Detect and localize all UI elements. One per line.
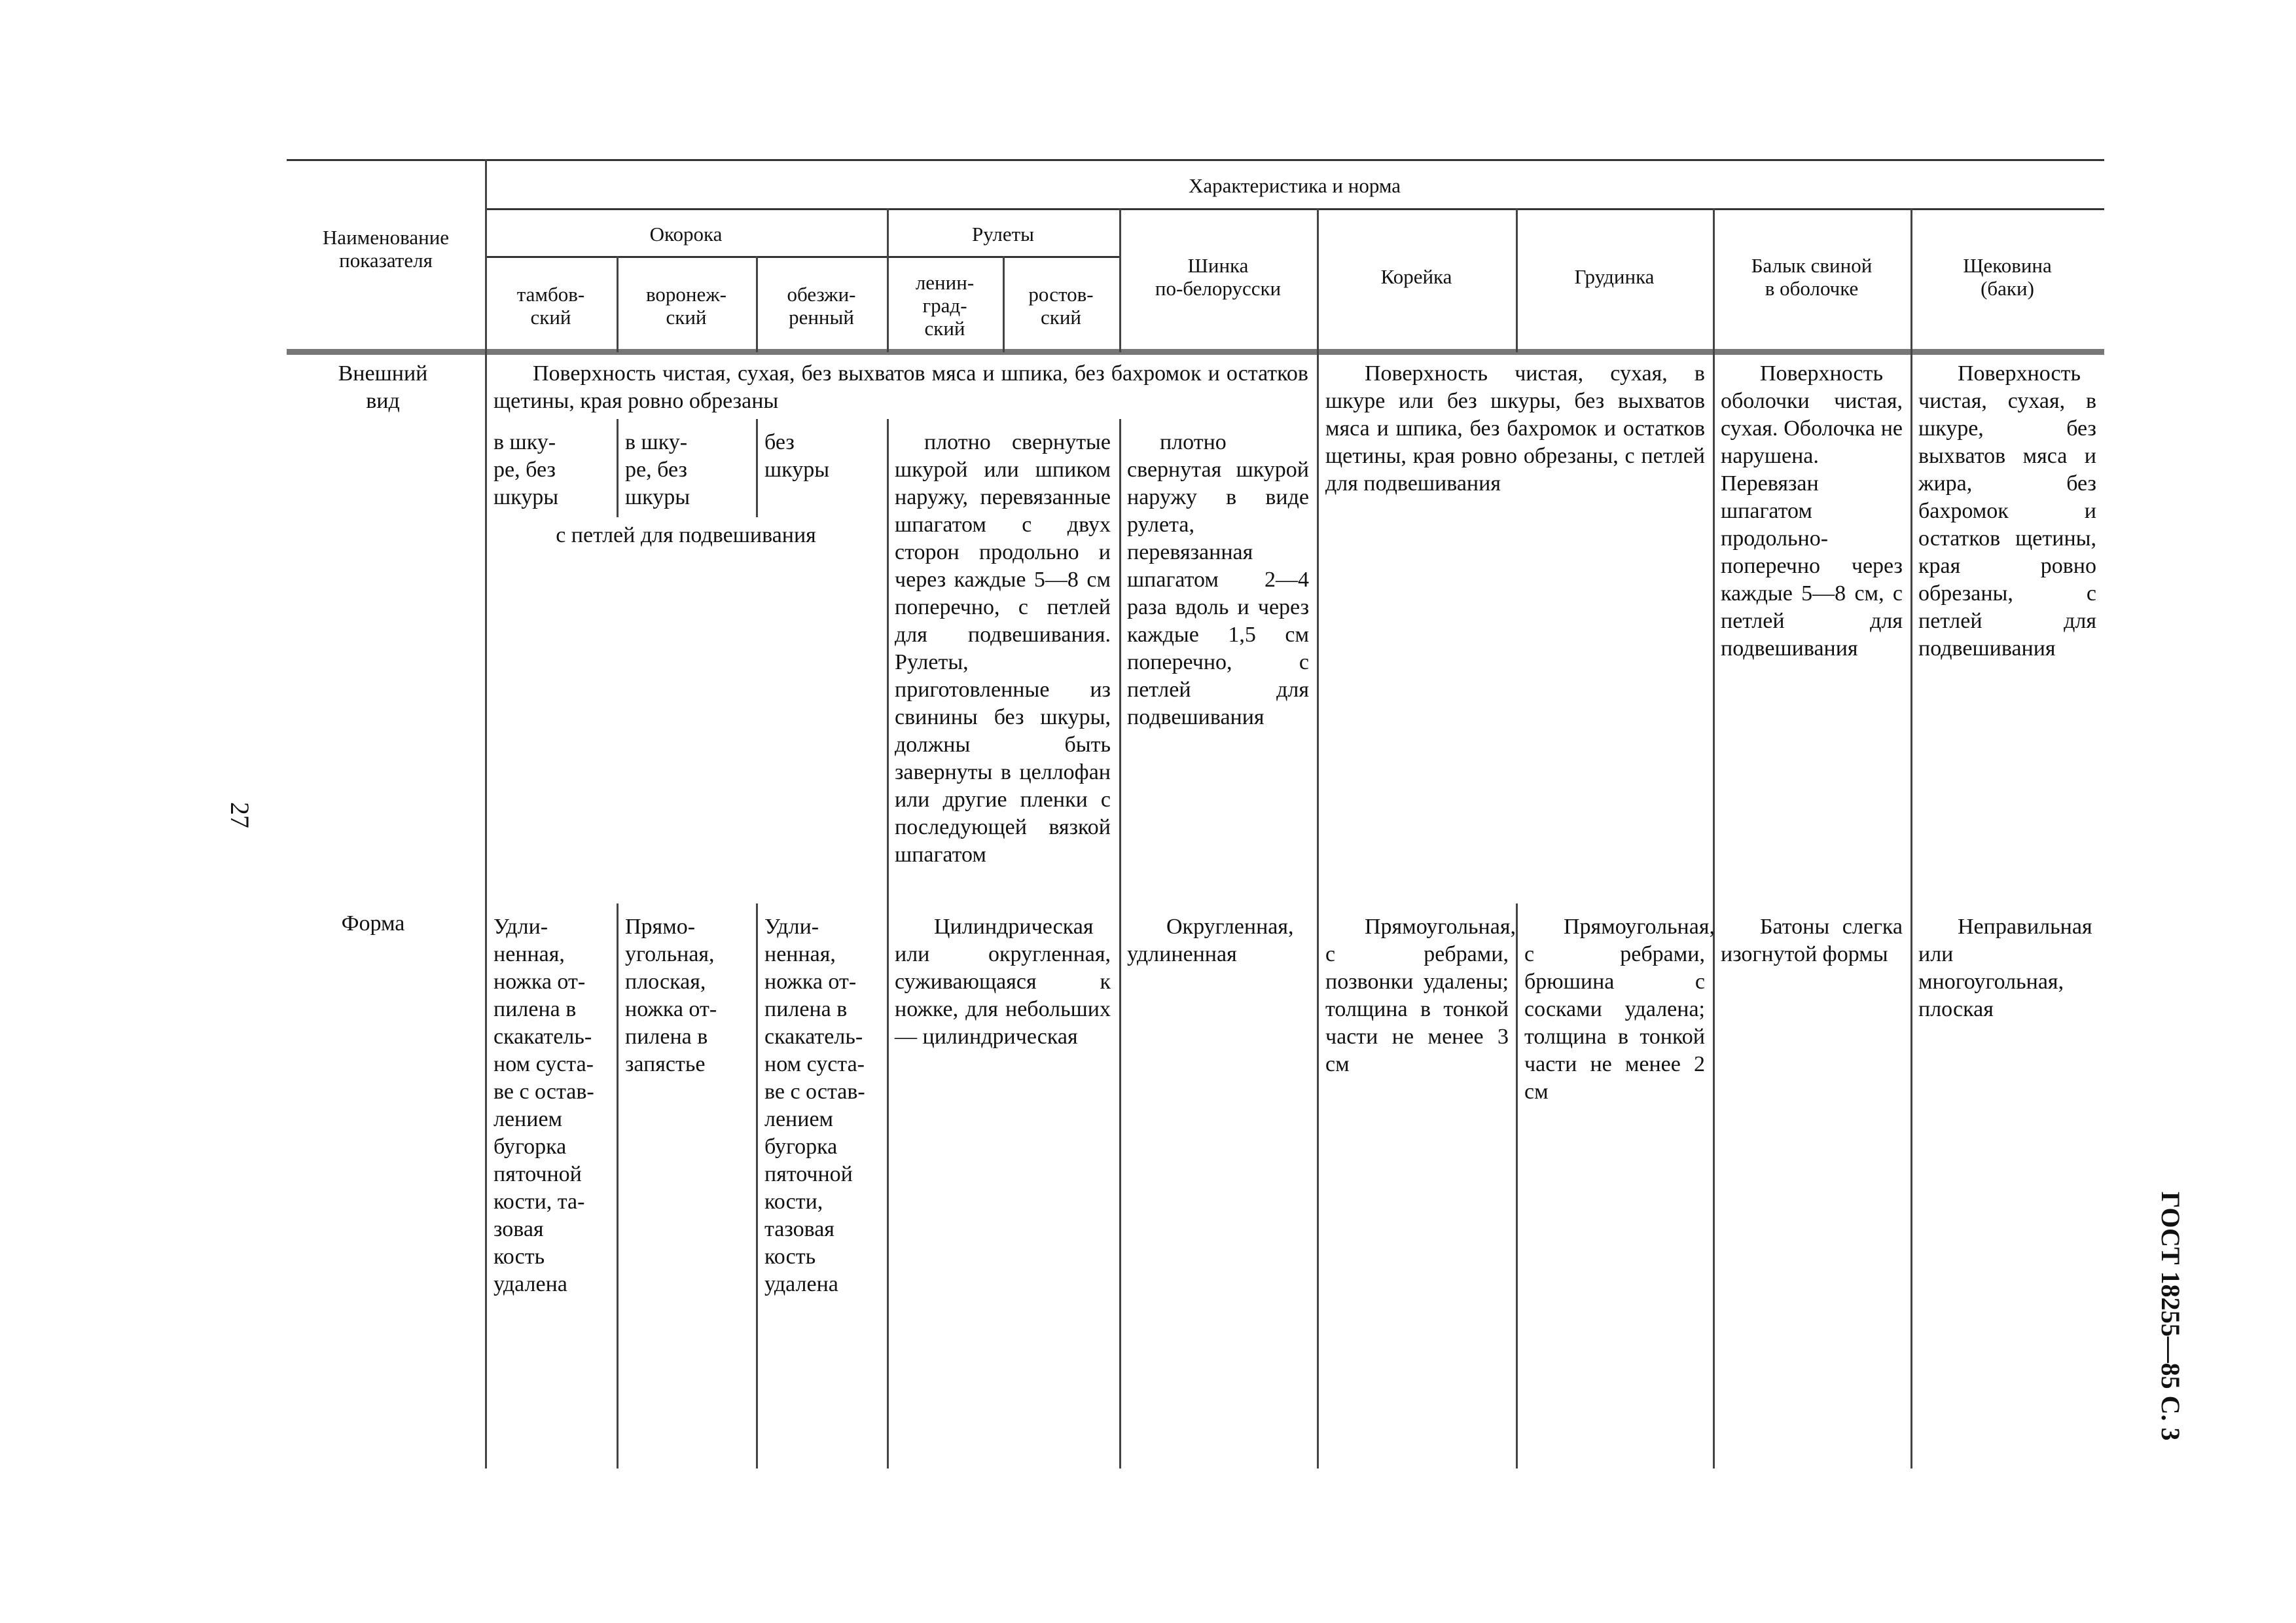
header-hams: Окорока bbox=[649, 223, 723, 246]
column-divider bbox=[1516, 903, 1518, 1468]
column-divider bbox=[1713, 208, 1715, 1468]
form-rolls: Цилиндрическая или округленная, суживающаяся к ножке, для небольших — цилиндрическая bbox=[895, 915, 1111, 1049]
appearance-balyk: Поверхность оболочки чистая, сухая. Оболочка не нарушена. Перевязан шпагатом продольно-поперечно через каждые 5—8 см, с петлей для подвешивания bbox=[1721, 361, 1903, 661]
form-shchekovina: Неправильная или многоугольная, плоская bbox=[1918, 915, 2092, 1021]
appearance-rolls: плотно свернутые шкурой или шпиком наружу, перевязанные шпагатом с двух сторон продольно и через каждые 5—8 см поперечно, с петлей для подвешивания. Рулеты, приготовленные из свинины без шкуры, должны быть завернуты в целлофан или другие пленки с последующей вязкой шпагатом bbox=[895, 430, 1111, 867]
header-koreika: Корейка bbox=[1380, 265, 1452, 288]
document-side-header: ГОСТ 18255—85 С. 3 bbox=[2156, 1192, 2185, 1441]
header-shchekovina: Щековина (баки) bbox=[1963, 254, 2052, 300]
column-divider bbox=[887, 419, 889, 1468]
header-rostov: ростов- ский bbox=[1028, 283, 1094, 329]
hams-rolls-rule bbox=[485, 256, 1119, 258]
form-voronezh: Прямо- угольная, плоская, ножка от- пилена в запястье bbox=[625, 915, 717, 1076]
column-divider bbox=[1910, 208, 1912, 1468]
header-characteristic: Характеристика и норма bbox=[1188, 174, 1401, 197]
row-label-appearance: Внешний вид bbox=[338, 361, 428, 413]
header-rolls: Рулеты bbox=[972, 223, 1034, 246]
table-top-rule bbox=[287, 159, 2104, 161]
header-indicator: Наименование показателя bbox=[322, 226, 450, 272]
characteristic-rule bbox=[485, 208, 2104, 210]
header-leningrad: ленин- град- ский bbox=[915, 271, 975, 340]
appearance-common-text: Поверхность чистая, сухая, без выхватов мяса и шпика, без бахромок и остатков щетины, края ровно обрезаны bbox=[493, 361, 1308, 413]
form-koreika: Прямоугольная, с ребрами, позвонки удалены; толщина в тонкой части не менее 3 см bbox=[1325, 915, 1516, 1076]
appearance-tambov: в шку- ре, без шкуры bbox=[493, 430, 559, 509]
column-divider bbox=[756, 903, 758, 1468]
column-divider bbox=[485, 159, 487, 1468]
column-divider bbox=[756, 419, 758, 517]
header-balyk: Балык свиной в оболочке bbox=[1751, 254, 1873, 300]
row-label-form: Форма bbox=[341, 911, 405, 936]
header-shinka: Шинка по-белорусски bbox=[1155, 254, 1282, 300]
column-divider bbox=[1119, 419, 1121, 1468]
page-number: 27 bbox=[225, 802, 255, 828]
header-grudinka: Грудинка bbox=[1574, 265, 1655, 288]
appearance-voronezh: в шку- ре, без шкуры bbox=[625, 430, 691, 509]
column-divider bbox=[1317, 208, 1319, 1468]
appearance-koreika-grudinka: Поверхность чистая, сухая, в шкуре или без шкуры, без выхватов мяса и шпика, без бахромок и остатков щетины, края ровно обрезаны, с петлей для подвешивания bbox=[1325, 361, 1705, 496]
appearance-shchekovina: Поверхность чистая, сухая, в шкуре, без выхватов мяса и жира, без бахромок и остатков щетины, края ровно обрезаны, с петлей для подвешивания bbox=[1918, 361, 2096, 661]
header-voronezh: воронеж- ский bbox=[645, 283, 727, 329]
form-skinless: Удли- ненная, ножка от- пилена в скакатель- ном суста- ве с остав- лением бугорка пяточной кости, тазовая кость удалена bbox=[764, 915, 865, 1296]
header-bottom-rule bbox=[287, 349, 2104, 355]
column-divider bbox=[617, 903, 619, 1468]
form-tambov: Удли- ненная, ножка от- пилена в скакатель- ном суста- ве с остав- лением бугорка пяточной кости, та- зовая кость удалена bbox=[493, 915, 594, 1296]
form-shinka: Округленная, удлиненная bbox=[1127, 915, 1294, 966]
header-tambov: тамбов- ский bbox=[516, 283, 585, 329]
header-skinless: обезжи- ренный bbox=[787, 283, 856, 329]
appearance-shinka: плотно свернутая шкурой наружу в виде рулета, перевязанная шпагатом 2—4 раза вдоль и через каждые 1,5 см поперечно, с петлей для подвешивания bbox=[1127, 430, 1309, 729]
form-grudinka: Прямоугольная, с ребрами, брюшина с сосками удалена; толщина в тонкой части не менее 2 см bbox=[1524, 915, 1715, 1104]
appearance-skinless: без шкуры bbox=[764, 430, 830, 482]
column-divider bbox=[617, 419, 619, 517]
appearance-hams-loop: с петлей для подвешивания bbox=[556, 523, 816, 547]
form-balyk: Батоны слегка изогнутой формы bbox=[1721, 915, 1903, 966]
